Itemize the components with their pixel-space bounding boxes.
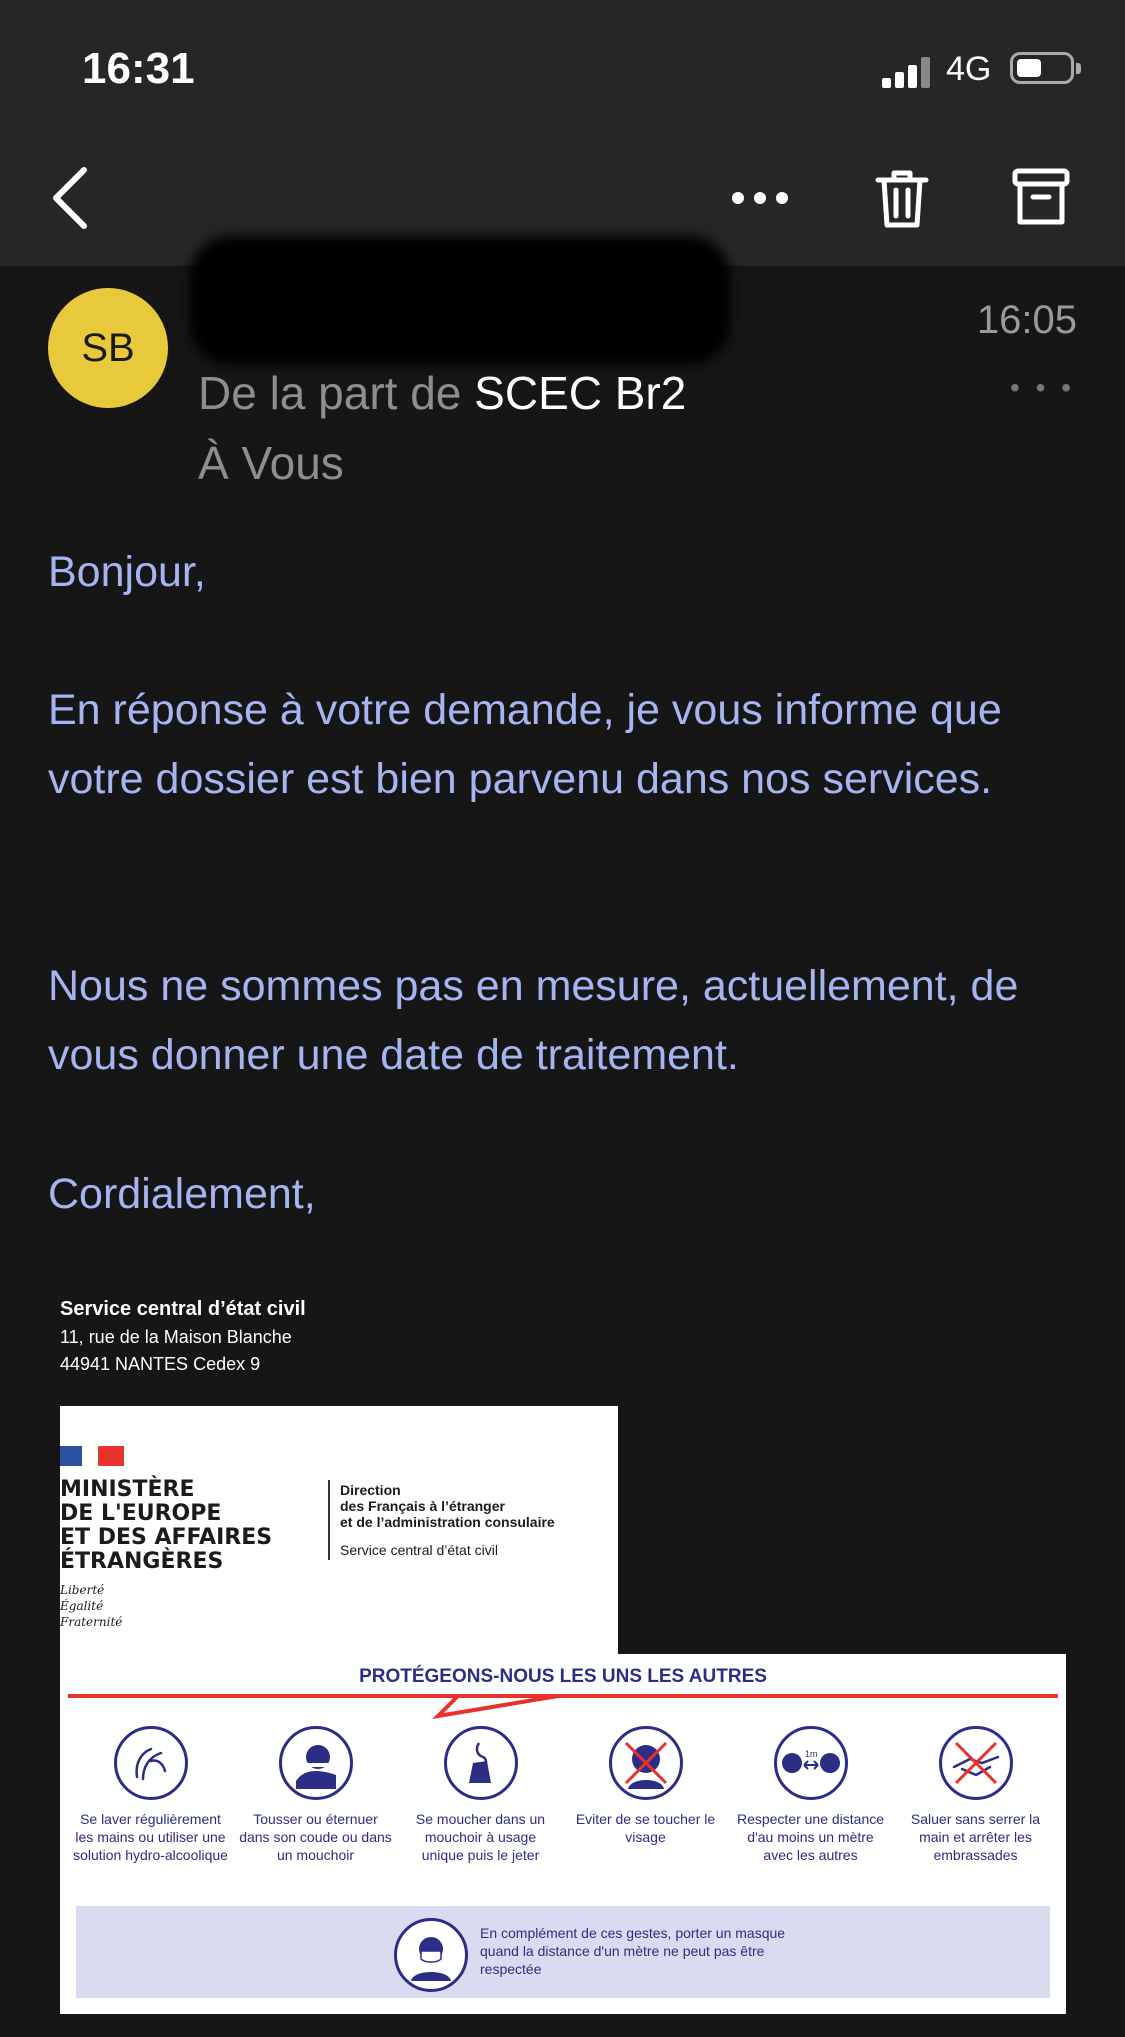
- body-greeting: Bonjour,: [48, 548, 206, 596]
- no-face-touch-icon: [609, 1726, 683, 1800]
- gesture-item: [233, 1726, 398, 1864]
- message-options-icon[interactable]: • • •: [1010, 372, 1075, 403]
- status-time: 16:31: [82, 44, 195, 93]
- no-handshake-icon: [939, 1726, 1013, 1800]
- marianne-flag-icon: [60, 1446, 124, 1466]
- signature-block: [60, 1298, 306, 1375]
- gesture-item: [68, 1726, 233, 1864]
- tissue-icon: [444, 1726, 518, 1800]
- gesture-label: Eviter de se toucher le visage: [575, 1811, 716, 1845]
- gesture-list: [68, 1726, 1058, 1864]
- gesture-label: Se laver régulièrement les mains ou utiliser une solution hydro-alcoolique: [73, 1811, 228, 1863]
- on-behalf-of: [198, 366, 686, 420]
- elbow-sneeze-icon: [279, 1726, 353, 1800]
- gesture-item: [728, 1726, 893, 1864]
- more-icon: [730, 190, 790, 206]
- ministry-logo-image[interactable]: [60, 1406, 618, 1656]
- body-closing: Cordialement,: [48, 1170, 316, 1218]
- on-behalf-label: De la part de: [198, 367, 462, 419]
- recipient-line[interactable]: À Vous: [198, 437, 344, 489]
- distance-icon: [774, 1726, 848, 1800]
- on-behalf-name[interactable]: SCEC Br2: [474, 367, 687, 419]
- barrier-gestures-poster[interactable]: [60, 1654, 1066, 2014]
- gesture-label: Se moucher dans un mouchoir à usage unique puis le jeter: [415, 1811, 546, 1863]
- status-bar: [0, 0, 1125, 140]
- delete-button[interactable]: [870, 164, 934, 234]
- signature-address-2: 44941 NANTES Cedex 9: [60, 1354, 261, 1374]
- ministry-name: MINISTÈRE DE L'EUROPE ET DES AFFAIRES ÉTRANGÈRES: [60, 1477, 273, 1574]
- mask-advice-text: En complément de ces gestes, porter un masque quand la distance d'un mètre ne peut pas être respectée: [480, 1925, 786, 1977]
- gesture-item: [893, 1726, 1058, 1864]
- body-paragraph-2: Nous ne sommes pas en mesure, actuellement, de vous donner une date de traitement.: [48, 962, 1019, 1079]
- direction-name: Direction des Français à l’étranger et de l’administration consulaire Service central d’état civil: [340, 1482, 555, 1558]
- svg-text:1m: 1m: [804, 1749, 818, 1759]
- network-label: 4G: [946, 50, 992, 88]
- poster-title-underline: [68, 1686, 1058, 1720]
- gesture-label: Saluer sans serrer la main et arrêter les embrassades: [910, 1811, 1041, 1863]
- archive-icon: [1012, 168, 1070, 228]
- ministry-motto: Liberté Égalité Fraternité: [60, 1583, 123, 1629]
- back-button[interactable]: [40, 160, 100, 236]
- trash-icon: [874, 168, 930, 230]
- sender-avatar[interactable]: SB: [48, 288, 168, 408]
- signal-icon: [882, 54, 934, 88]
- archive-button[interactable]: [1008, 164, 1074, 232]
- message-time: 16:05: [976, 298, 1077, 342]
- handwash-icon: [114, 1726, 188, 1800]
- gesture-item: [563, 1726, 728, 1864]
- body-paragraph-1: En réponse à votre demande, je vous informe que votre dossier est bien parvenu dans nos services.: [48, 686, 1002, 803]
- mask-advice-band: [76, 1906, 1050, 1998]
- logo-divider: [328, 1480, 330, 1560]
- gesture-item: [398, 1726, 563, 1864]
- signature-address-1: 11, rue de la Maison Blanche: [60, 1327, 292, 1347]
- more-options-button[interactable]: [720, 170, 800, 226]
- poster-title: PROTÉGEONS-NOUS LES UNS LES AUTRES: [359, 1666, 767, 1687]
- mask-icon: [394, 1918, 468, 1992]
- battery-icon: [1010, 52, 1074, 84]
- redaction-overlay: [190, 236, 730, 364]
- gesture-label: Tousser ou éternuer dans son coude ou dans un mouchoir: [239, 1811, 392, 1863]
- gesture-label: Respecter une distance d'au moins un mètre avec les autres: [736, 1811, 885, 1863]
- signature-title: Service central d’état civil: [60, 1298, 306, 1320]
- back-icon: [50, 166, 90, 230]
